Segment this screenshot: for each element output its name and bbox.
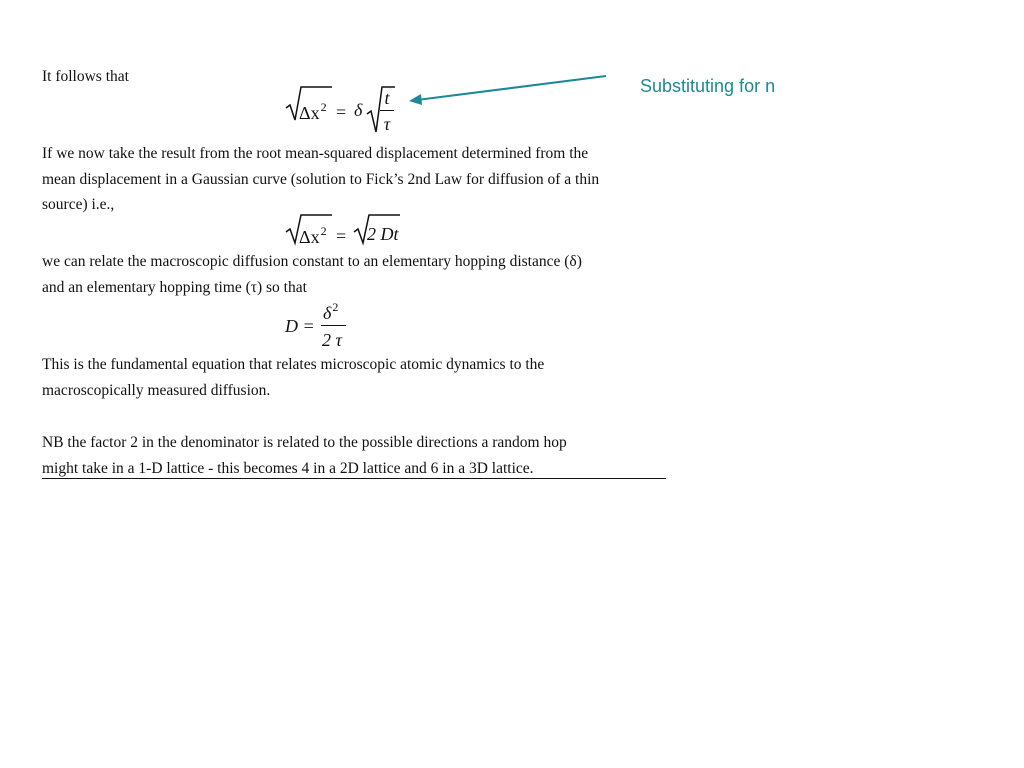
eq3-denominator: 2 τ: [322, 330, 342, 350]
eq1-exponent: 2: [320, 100, 327, 114]
eq1-fraction: [380, 88, 394, 134]
callout-text: Substituting for n: [640, 76, 776, 96]
eq2-lhs: [299, 224, 327, 248]
text-line-8: macroscopically measured diffusion.: [42, 382, 271, 399]
eq2-exponent: 2: [320, 224, 327, 238]
text-line-7: This is the fundamental equation that relates microscopic atomic dynamics to the: [42, 356, 545, 373]
eq1-fraction-bar: [380, 110, 394, 111]
eq2-rhs: 2 Dt: [367, 224, 399, 244]
eq1-delta: δ: [354, 100, 363, 120]
eq3-fraction-bar: [321, 325, 346, 326]
eq1-equals: =: [336, 102, 347, 122]
text-line-3: mean displacement in a Gaussian curve (solution to Fick’s 2nd Law for diffusion of a thin: [42, 171, 600, 188]
eq3-exponent: 2: [332, 300, 339, 314]
bottom-rule: [42, 478, 666, 479]
text-line-4: source) i.e.,: [42, 196, 115, 213]
eq2-delta-x: Δx: [299, 227, 320, 247]
eq3-lhs: D =: [285, 316, 315, 336]
text-line-2: If we now take the result from the root mean-squared displacement determined from the: [42, 145, 589, 162]
text-line-5: we can relate the macroscopic diffusion constant to an elementary hopping distance (δ): [42, 253, 582, 270]
text-line-6: and an elementary hopping time (τ) so that: [42, 279, 307, 296]
text-line-1: It follows that: [42, 68, 129, 85]
eq2-equals: =: [336, 226, 347, 246]
eq1-denominator: τ: [383, 114, 391, 134]
eq1-lhs: [299, 100, 327, 124]
eq1-numerator: t: [384, 88, 390, 108]
eq1-delta-x: Δx: [299, 103, 320, 123]
text-line-10: might take in a 1-D lattice - this becomes 4 in a 2D lattice and 6 in a 3D lattice.: [42, 460, 534, 477]
eq3-numerator: [323, 300, 338, 324]
eq3-delta: δ: [323, 303, 332, 323]
callout-arrow: [405, 70, 615, 110]
text-line-9: NB the factor 2 in the denominator is related to the possible directions a random hop: [42, 434, 567, 451]
